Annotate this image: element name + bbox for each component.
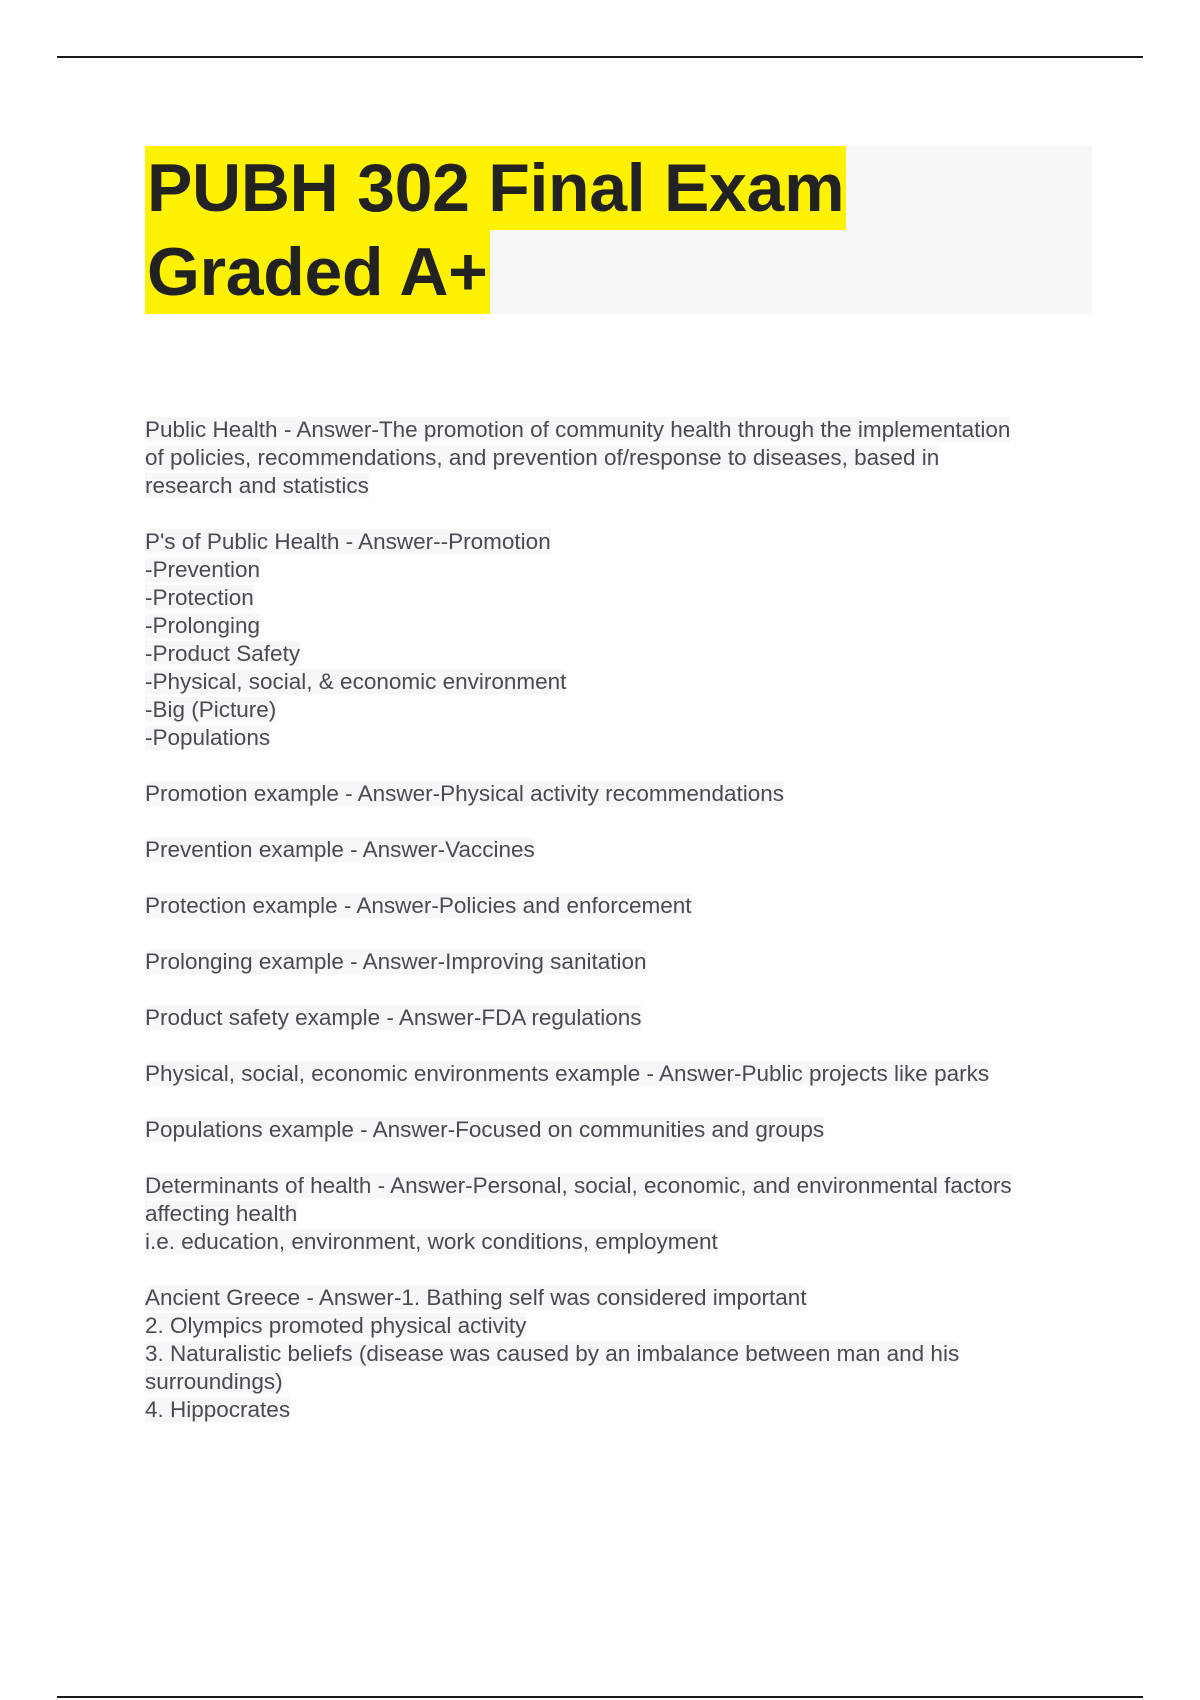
entry-line-text: P's of Public Health - Answer--Promotion [145,529,551,554]
entry-line-text: research and statistics [145,473,369,498]
qa-entry [145,1284,1090,1424]
entry-line [145,640,1090,668]
entry-line [145,1284,1090,1312]
entry-line-text: Product safety example - Answer-FDA regulations [145,1005,642,1030]
qa-entry [145,1116,1090,1144]
entry-line-text: 2. Olympics promoted physical activity [145,1313,527,1338]
qa-entry [145,1060,1090,1088]
entry-line-text: -Protection [145,585,254,610]
entry-line-text: of policies, recommendations, and prevention of/response to diseases, based in [145,445,940,470]
bottom-rule [57,1696,1143,1698]
qa-entry [145,892,1090,920]
entry-line-text: Populations example - Answer-Focused on communities and groups [145,1117,825,1142]
qa-entries [145,416,1090,1452]
entry-line [145,1340,1090,1368]
qa-entry [145,528,1090,752]
document-title-line-2: Graded A+ [145,230,490,314]
entry-line-text: -Populations [145,725,271,750]
entry-line-text: Prevention example - Answer-Vaccines [145,837,535,862]
entry-line [145,780,1090,808]
entry-line-text: -Prolonging [145,613,261,638]
title-block [145,146,1092,314]
entry-line [145,1172,1090,1200]
qa-entry [145,948,1090,976]
qa-entry [145,416,1090,500]
entry-line [145,1200,1090,1228]
entry-line [145,556,1090,584]
qa-entry [145,1172,1090,1256]
entry-line [145,892,1090,920]
entry-line-text: -Physical, social, & economic environment [145,669,567,694]
entry-line [145,472,1090,500]
entry-line [145,1312,1090,1340]
entry-line [145,668,1090,696]
qa-entry [145,780,1090,808]
entry-line-text: -Big (Picture) [145,697,277,722]
entry-line [145,724,1090,752]
entry-line-text: Determinants of health - Answer-Personal, social, economic, and environmental factors [145,1173,1012,1198]
entry-line [145,1368,1090,1396]
entry-line [145,416,1090,444]
entry-line [145,836,1090,864]
entry-line-text: i.e. education, environment, work conditions, employment [145,1229,718,1254]
entry-line-text: 3. Naturalistic beliefs (disease was caused by an imbalance between man and his [145,1341,960,1366]
entry-line [145,1004,1090,1032]
entry-line [145,1396,1090,1424]
entry-line [145,584,1090,612]
top-rule [57,56,1143,58]
entry-line-text: affecting health [145,1201,298,1226]
entry-line [145,696,1090,724]
entry-line-text: Public Health - Answer-The promotion of community health through the implementation [145,417,1011,442]
entry-line-text: -Product Safety [145,641,301,666]
entry-line-text: -Prevention [145,557,261,582]
entry-line-text: Physical, social, economic environments example - Answer-Public projects like parks [145,1061,990,1086]
entry-line [145,444,1090,472]
entry-line [145,1060,1090,1088]
entry-line [145,1228,1090,1256]
entry-line-text: Ancient Greece - Answer-1. Bathing self was considered important [145,1285,807,1310]
entry-line [145,612,1090,640]
entry-line-text: Protection example - Answer-Policies and enforcement [145,893,692,918]
entry-line [145,1116,1090,1144]
entry-line-text: Prolonging example - Answer-Improving sanitation [145,949,647,974]
qa-entry [145,836,1090,864]
entry-line-text: 4. Hippocrates [145,1397,291,1422]
qa-entry [145,1004,1090,1032]
entry-line [145,528,1090,556]
entry-line-text: surroundings) [145,1369,283,1394]
document-title-line-1: PUBH 302 Final Exam [145,146,846,230]
entry-line [145,948,1090,976]
entry-line-text: Promotion example - Answer-Physical activity recommendations [145,781,784,806]
